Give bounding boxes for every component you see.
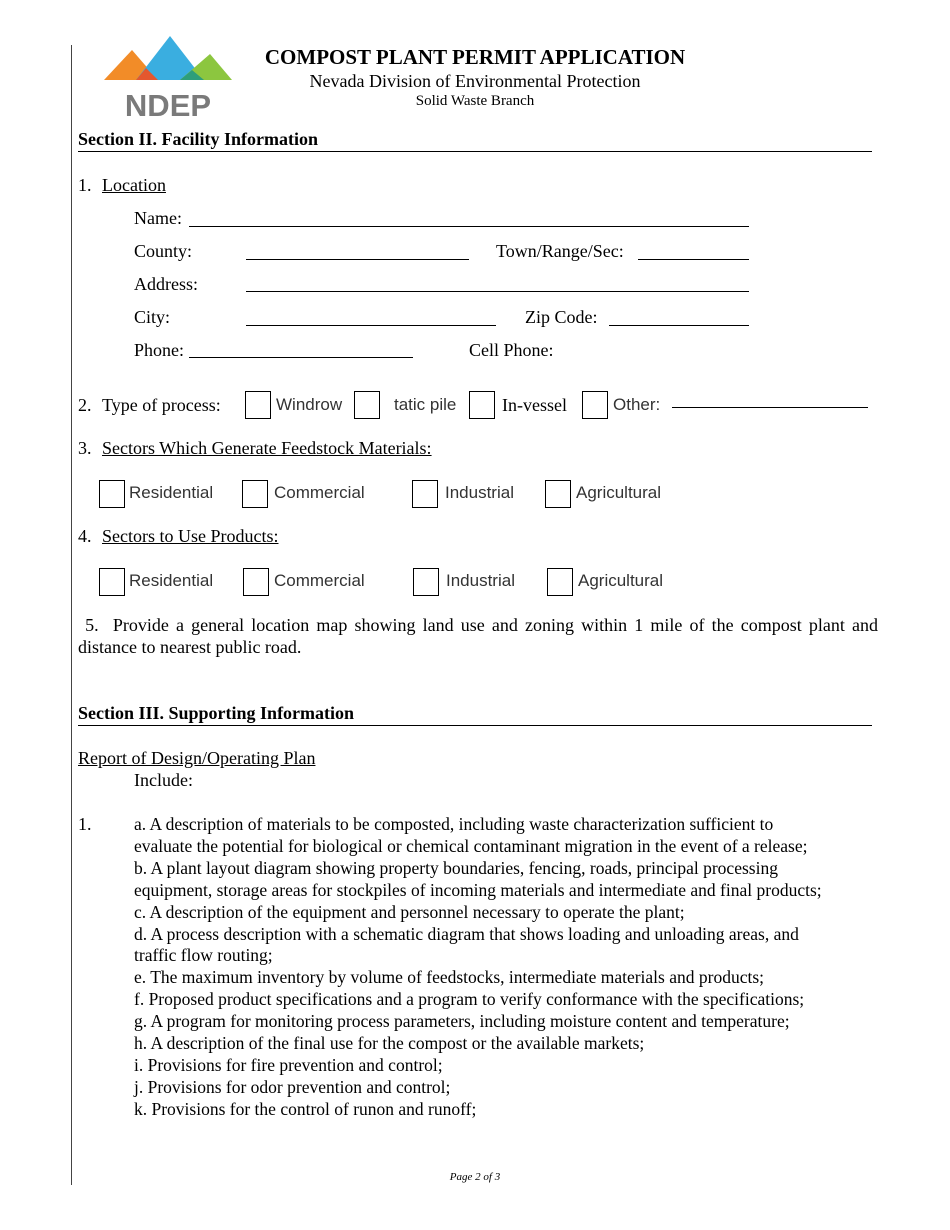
in-vessel-option-label: In-vessel [502,395,567,415]
list-item: a. A description of materials to be composted, including waste characterization sufficient to [134,814,774,834]
list-item: i. Provisions for fire prevention and control; [134,1054,443,1075]
town-range-sec-field[interactable] [638,259,749,260]
report-title: Report of Design/Operating Plan [78,748,316,768]
name-field[interactable] [189,226,749,227]
product-industrial-checkbox[interactable] [413,568,439,596]
product-residential-checkbox[interactable] [99,568,125,596]
static-pile-option-label: tatic pile [394,395,457,414]
list-item: d. A process description with a schematic diagram that shows loading and unloading areas, and [134,923,799,944]
left-margin-rule [71,45,72,1185]
item-2-number: 2. [78,395,92,415]
address-label: Address: [134,274,198,294]
other-process-label: Other: [613,395,661,414]
feedstock-residential-label: Residential [129,483,214,502]
feedstock-commercial-label: Commercial [274,483,365,502]
cell-phone-label: Cell Phone: [469,340,554,360]
requirements-list [134,814,894,1121]
section-3-heading: Section III. Supporting Information [78,703,872,726]
static-pile-checkbox[interactable] [354,391,380,419]
product-agricultural-checkbox[interactable] [547,568,573,596]
list-item: g. A program for monitoring process parameters, including moisture content and temperature; [134,1011,790,1032]
branch-name: Solid Waste Branch [415,93,535,109]
item-3-number: 3. [78,438,92,458]
feedstock-industrial-checkbox[interactable] [412,480,438,508]
feedstock-sectors-heading: Sectors Which Generate Feedstock Materials: [102,438,432,458]
feedstock-residential-checkbox[interactable] [99,480,125,508]
list-item: evaluate the potential for biological or chemical contaminant migration in the event of a release; [134,835,808,856]
zip-code-label: Zip Code: [525,307,598,327]
county-field[interactable] [246,259,469,260]
list-item: traffic flow routing; [134,945,273,966]
product-residential-label: Residential [129,571,214,590]
zip-code-field[interactable] [609,325,749,326]
feedstock-industrial-label: Industrial [445,483,514,502]
item-5-instructions: 5. Provide a general location map showing land use and zoning within 1 mile of the compost plant and distance to nearest public road. [78,615,883,657]
include-label: Include: [134,770,193,790]
section-2-heading: Section II. Facility Information [78,129,872,152]
county-label: County: [134,241,193,261]
form-title: COMPOST PLANT PERMIT APPLICATION [264,45,686,69]
product-commercial-checkbox[interactable] [243,568,269,596]
page-number: Page 2 of 3 [449,1171,501,1183]
agency-name: Nevada Division of Environmental Protection [309,71,641,91]
other-process-field[interactable] [672,407,868,408]
logo-text: NDEP [124,88,212,122]
type-of-process-label: Type of process: [102,395,221,415]
supporting-item-number: 1. [78,814,92,834]
feedstock-agricultural-checkbox[interactable] [545,480,571,508]
address-field[interactable] [246,291,749,292]
list-item: j. Provisions for odor prevention and control; [134,1076,451,1097]
item-1-number: 1. [78,175,92,195]
location-heading: Location [102,175,166,195]
city-label: City: [134,307,171,327]
name-label: Name: [134,208,182,228]
feedstock-agricultural-label: Agricultural [576,483,662,502]
list-item: c. A description of the equipment and personnel necessary to operate the plant; [134,901,685,922]
list-item: k. Provisions for the control of runon and runoff; [134,1098,477,1119]
other-process-checkbox[interactable] [582,391,608,419]
list-item: h. A description of the final use for the compost or the available markets; [134,1033,645,1054]
list-item: b. A plant layout diagram showing property boundaries, fencing, roads, principal processing [134,857,778,878]
town-range-sec-label: Town/Range/Sec: [496,241,624,261]
product-sectors-heading: Sectors to Use Products: [102,526,279,546]
list-item: f. Proposed product specifications and a program to verify conformance with the specifications; [134,989,805,1010]
product-industrial-label: Industrial [446,571,515,590]
phone-label: Phone: [134,340,185,360]
item-4-number: 4. [78,526,92,546]
phone-field[interactable] [189,357,413,358]
in-vessel-checkbox[interactable] [469,391,495,419]
list-item: e. The maximum inventory by volume of feedstocks, intermediate materials and products; [134,967,764,988]
feedstock-commercial-checkbox[interactable] [242,480,268,508]
list-item: equipment, storage areas for stockpiles of incoming materials and intermediate and final products; [134,879,822,900]
product-agricultural-label: Agricultural [578,571,664,590]
product-commercial-label: Commercial [274,571,365,590]
city-field[interactable] [246,325,496,326]
windrow-option-label: Windrow [276,395,343,414]
windrow-checkbox[interactable] [245,391,271,419]
